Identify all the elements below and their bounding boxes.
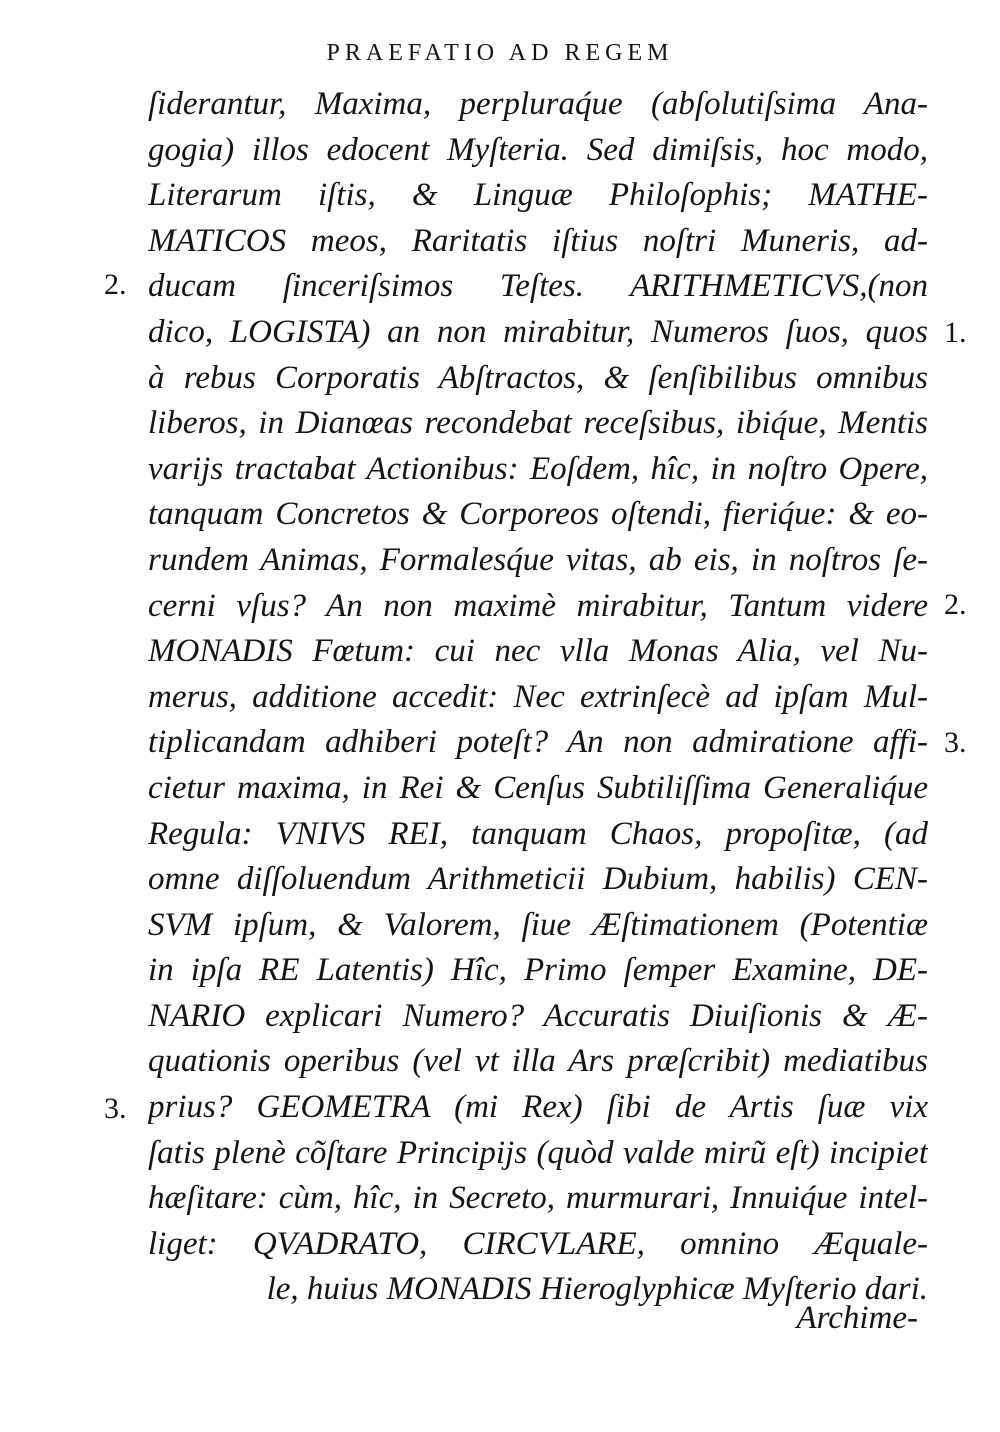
text-line: SVM ipſum, & Valorem, ſiue Æſtimationem (Potentiæ bbox=[148, 906, 928, 943]
catchword: Archime- bbox=[796, 1300, 918, 1336]
text-line: prius? GEOMETRA (mi Rex) ſibi de Artis ſuæ vix bbox=[148, 1089, 928, 1126]
text-line: ſiderantur, Maxima, perpluraq́ue (abſolutiſsima Ana- bbox=[148, 86, 928, 122]
text-line: tanquam Concretos & Corporeos oſtendi, fieriq́ue: & eo- bbox=[148, 496, 928, 533]
text-line: Literarum iſtis, & Linguæ Philoſophis; MATHE- bbox=[148, 177, 928, 214]
text-line: dico, LOGISTA) an non mirabitur, Numeros ſuos, quos bbox=[148, 313, 928, 350]
text-line: à rebus Corporatis Abſtractos, & ſenſibilibus omnibus bbox=[148, 359, 928, 396]
text-line: rundem Animas, Formalesq́ue vitas, ab eis, in noſtros ſe- bbox=[148, 541, 928, 578]
text-line: liberos, in Dianœas recondebat receſsibus, ibiq́ue, Mentis bbox=[148, 405, 928, 442]
text-line: varijs tractabat Actionibus: Eoſdem, hîc, in noſtro Opere, bbox=[148, 450, 928, 487]
text-line: le, huius MONADIS Hieroglyphicæ Myſterio dari. bbox=[266, 1271, 928, 1308]
margin-number: 2. bbox=[944, 588, 967, 621]
text-line: MONADIS Fœtum: cui nec vlla Monas Alia, vel Nu- bbox=[148, 633, 928, 670]
text-line: liget: QVADRATO, CIRCVLARE, omnino Æquale- bbox=[148, 1225, 928, 1262]
text-line: ſatis plenè cõſtare Principijs (quòd valde mirũ eſt) incipiet bbox=[148, 1134, 928, 1171]
running-head: PRAEFATIO AD REGEM bbox=[326, 40, 674, 66]
body-text bbox=[148, 82, 928, 1313]
text-line: omne diſſoluendum Arithmeticii Dubium, habilis) CEN- bbox=[148, 861, 928, 898]
text-line: in ipſa RE Latentis) Hîc, Primo ſemper Examine, DE- bbox=[148, 952, 928, 989]
text-line: cietur maxima, in Rei & Cenſus Subtiliſſima Generaliq́ue bbox=[148, 769, 928, 806]
text-line: tiplicandam adhiberi poteſt? An non admiratione affi- bbox=[148, 724, 928, 761]
text-line: quationis operibus (vel vt illa Ars præſcribit) mediatibus bbox=[148, 1043, 928, 1080]
text-line: Regula: VNIVS REI, tanquam Chaos, propoſitæ, (ad bbox=[148, 815, 928, 852]
margin-number: 3. bbox=[104, 1092, 127, 1125]
text-line: ducam ſinceriſsimos Teſtes. ARITHMETICVS,(non bbox=[148, 268, 928, 305]
text-line: hæſitare: cùm, hîc, in Secreto, murmurari, Innuiq́ue intel- bbox=[148, 1180, 928, 1217]
margin-number: 3. bbox=[944, 726, 967, 759]
text-line: gogia) illos edocent Myſteria. Sed dimiſsis, hoc modo, bbox=[148, 131, 928, 168]
margin-number: 1. bbox=[944, 316, 967, 349]
text-line: cerni vſus? An non maximè mirabitur, Tantum videre bbox=[148, 587, 928, 624]
margin-number: 2. bbox=[104, 268, 127, 301]
text-line: NARIO explicari Numero? Accuratis Diuiſionis & Æ- bbox=[148, 997, 928, 1034]
text-line: merus, additione accedit: Nec extrinſecè ad ipſam Mul- bbox=[148, 678, 928, 715]
text-line: MATICOS meos, Raritatis iſtius noſtri Muneris, ad- bbox=[148, 222, 928, 259]
